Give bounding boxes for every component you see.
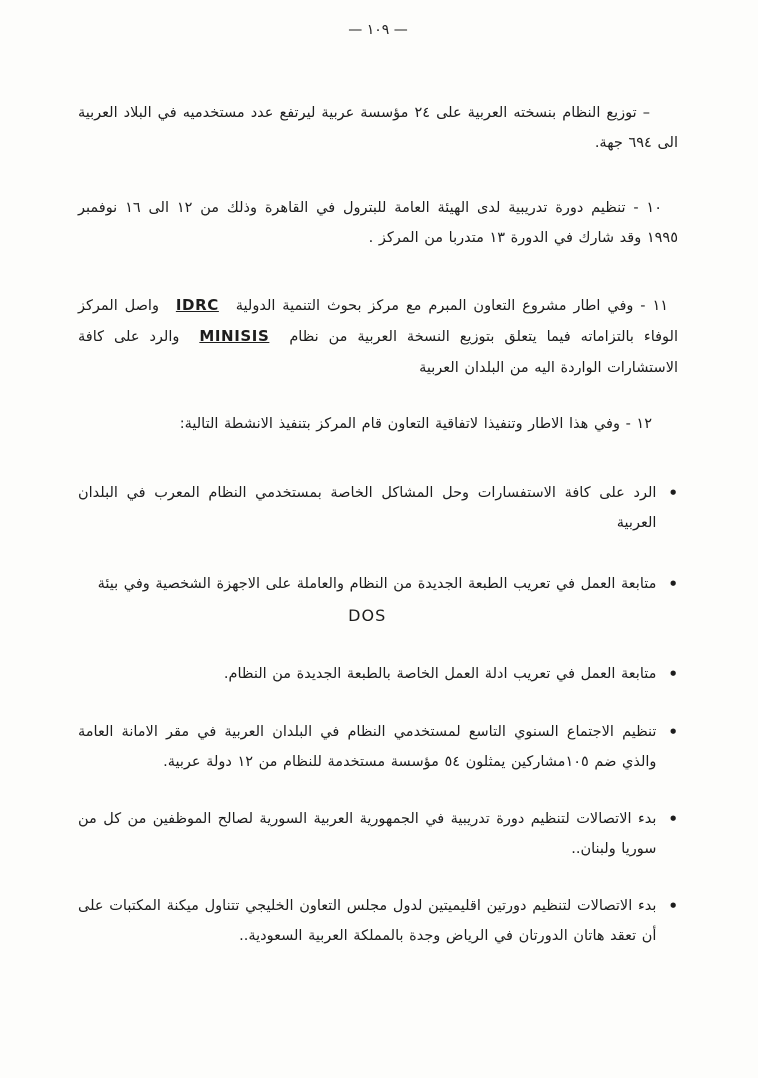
item-text: تنظيم الاجتماع السنوي التاسع لمستخدمي النظام في البلدان العربية في مقر الامانة العامة والذي ضم ١٠٥مشاركين يمثلون ٥٤ مؤسسة مستخدمة للنظام من ١٢ دولة عربية.	[78, 723, 657, 771]
dos-label: DOS	[348, 605, 387, 625]
item-text: بدء الاتصالات لتنظيم دورتين اقليميتين لدول مجلس التعاون الخليجي تتناول ميكنة المكتبات على أن تعقد هاتان الدورتان في الرياض وجدة بالمملكة العربية السعودية..	[78, 897, 657, 945]
minisis-acronym: MINISIS	[199, 327, 270, 346]
paragraph-text: – توزيع النظام بنسخته العربية على ٢٤ مؤسسة عربية ليرتفع عدد مستخدميه في البلاد العربية الى ٦٩٤ جهة.	[78, 105, 678, 152]
list-item	[78, 717, 678, 778]
paragraph-item-12	[78, 409, 678, 439]
page-number: — ١٠٩ —	[348, 22, 408, 38]
paragraph-text: ١٠ - تنظيم دورة تدريبية لدى الهيئة العامة للبترول في القاهرة وذلك من ١٢ الى ١٦ نوفمبر ١٩٩٥ وقد شارك في الدورة ١٣ متدربا من المركز .	[78, 199, 678, 247]
paragraph-distribution	[78, 98, 678, 159]
paragraph-item-11	[78, 290, 678, 383]
item-text: الرد على كافة الاستفسارات وحل المشاكل الخاصة بمستخدمي النظام المعرب في البلدان العربية	[78, 484, 657, 532]
idrc-acronym: IDRC	[175, 295, 219, 314]
list-item	[78, 891, 678, 952]
list-item	[78, 804, 678, 865]
bullet-icon: •	[668, 896, 678, 915]
paragraph-text: واصل المركز الوفاء بالتزاماته فيما يتعلق بتوزيع النسخة العربية من نظام	[78, 297, 678, 346]
item-text: متابعة العمل في تعريب ادلة العمل الخاصة بالطبعة الجديدة من النظام.	[223, 665, 657, 682]
bullet-icon: •	[668, 574, 678, 593]
bullet-icon: •	[668, 722, 678, 741]
paragraph-text: ١١ - وفي اطار مشروع التعاون المبرم مع مركز بحوث التنمية الدولية	[235, 297, 669, 314]
activities-list	[78, 478, 678, 952]
bullet-icon: •	[668, 483, 678, 502]
paragraph-text: ١٢ - وفي هذا الاطار وتنفيذا لاتفاقية التعاون قام المركز بتنفيذ الانشطة التالية:	[179, 416, 652, 433]
bullet-icon: •	[668, 664, 678, 683]
list-item	[78, 478, 678, 539]
bullet-icon: •	[668, 809, 678, 828]
list-item	[78, 659, 678, 689]
paragraph-item-10	[78, 193, 678, 254]
paragraph-text: والرد على كافة الاستشارات الواردة اليه من البلدان العربية	[78, 329, 678, 376]
item-text	[78, 569, 656, 633]
item-text: بدء الاتصالات لتنظيم دورة تدريبية في الجمهورية العربية السورية لصالح الموظفين من كل من سوريا ولبنان..	[78, 810, 657, 858]
item-text-arabic: متابعة العمل في تعريب الطبعة الجديدة من النظام والعاملة على الاجهزة الشخصية وفي بيئة	[97, 575, 657, 592]
list-item	[78, 569, 678, 633]
